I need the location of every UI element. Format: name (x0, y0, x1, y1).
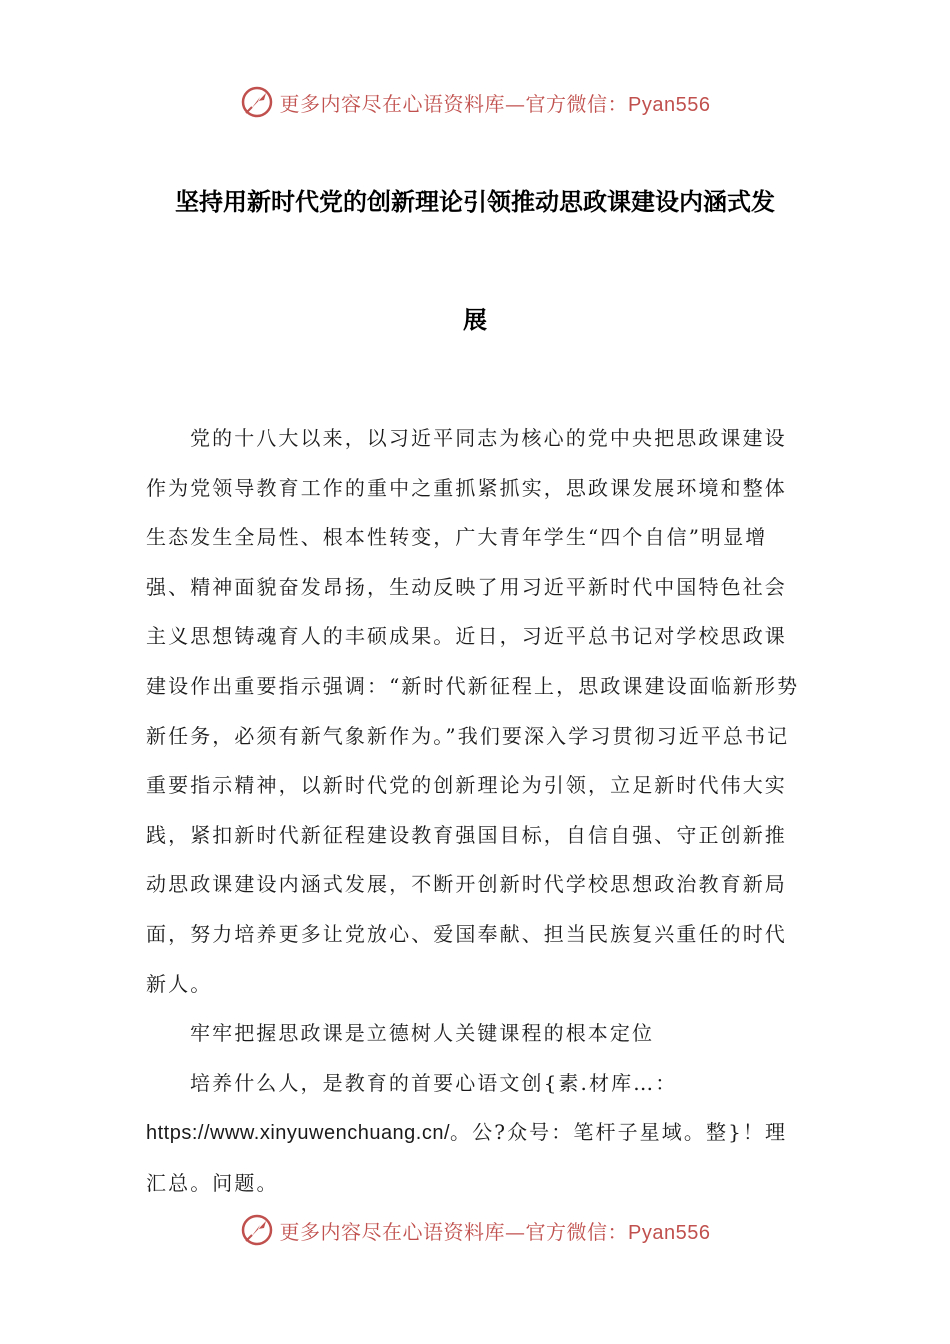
section-heading: 牢牢把握思政课是立德树人关键课程的根本定位 (190, 1021, 655, 1046)
quill-logo-icon (240, 85, 274, 119)
body-paragraph-1: 党的十八大以来，以习近平同志为核心的党中央把思政课建设作为党领导教育工作的重中之重抓紧抓实，思政课发展环境和整体生态发生全局性、根本性转变，广大青年学生“四个自信”明显增强、精神面貌奋发昂扬，生动反映了用习近平新时代中国特色社会主义思想铸魂育人的丰硕成果。近日，习近平总书记对学校思政课建设作出重要指示强调：“新时代新征程上，思政课建设面临新形势新任务，必须有新气象新作为。”我们要深入学习贯彻习近平总书记重要指示精神，以新时代党的创新理论为引领，立足新时代伟大实践，紧扣新时代新征程建设教育强国目标，自信自强、守正创新推动思政课建设内涵式发展，不断开创新时代学校思想政治教育新局面，努力培养更多让党放心、爱国奉献、担当民族复兴重任的时代新人。 (146, 426, 800, 996)
paragraph-3-text-a: 培养什么人，是教育的首要心语文创{素.材库…： (190, 1070, 678, 1095)
banner-label: 更多内容尽在心语资料库—官方微信： (279, 1219, 629, 1244)
document-body (146, 414, 806, 1209)
paragraph-3-text-b: 。公?众号：笔杆子星域。整}！理汇总。问题。 (146, 1120, 788, 1195)
header-watermark-banner (0, 82, 950, 122)
banner-text (280, 1216, 711, 1245)
document-title-line-2: 展 (463, 306, 487, 334)
footer-watermark-banner (0, 1210, 950, 1250)
quill-logo-icon (240, 1213, 274, 1247)
banner-wechat-id: Pyan556 (628, 93, 711, 116)
paragraph-3-url: https://www.xinyuwenchuang.cn/ (146, 1122, 451, 1145)
body-paragraph-3 (146, 1059, 806, 1209)
document-title-line-1: 坚持用新时代党的创新理论引领推动思政课建设内涵式发 (175, 188, 775, 216)
banner-label: 更多内容尽在心语资料库—官方微信： (279, 91, 629, 116)
banner-wechat-id: Pyan556 (628, 1221, 711, 1244)
banner-text (280, 88, 711, 117)
